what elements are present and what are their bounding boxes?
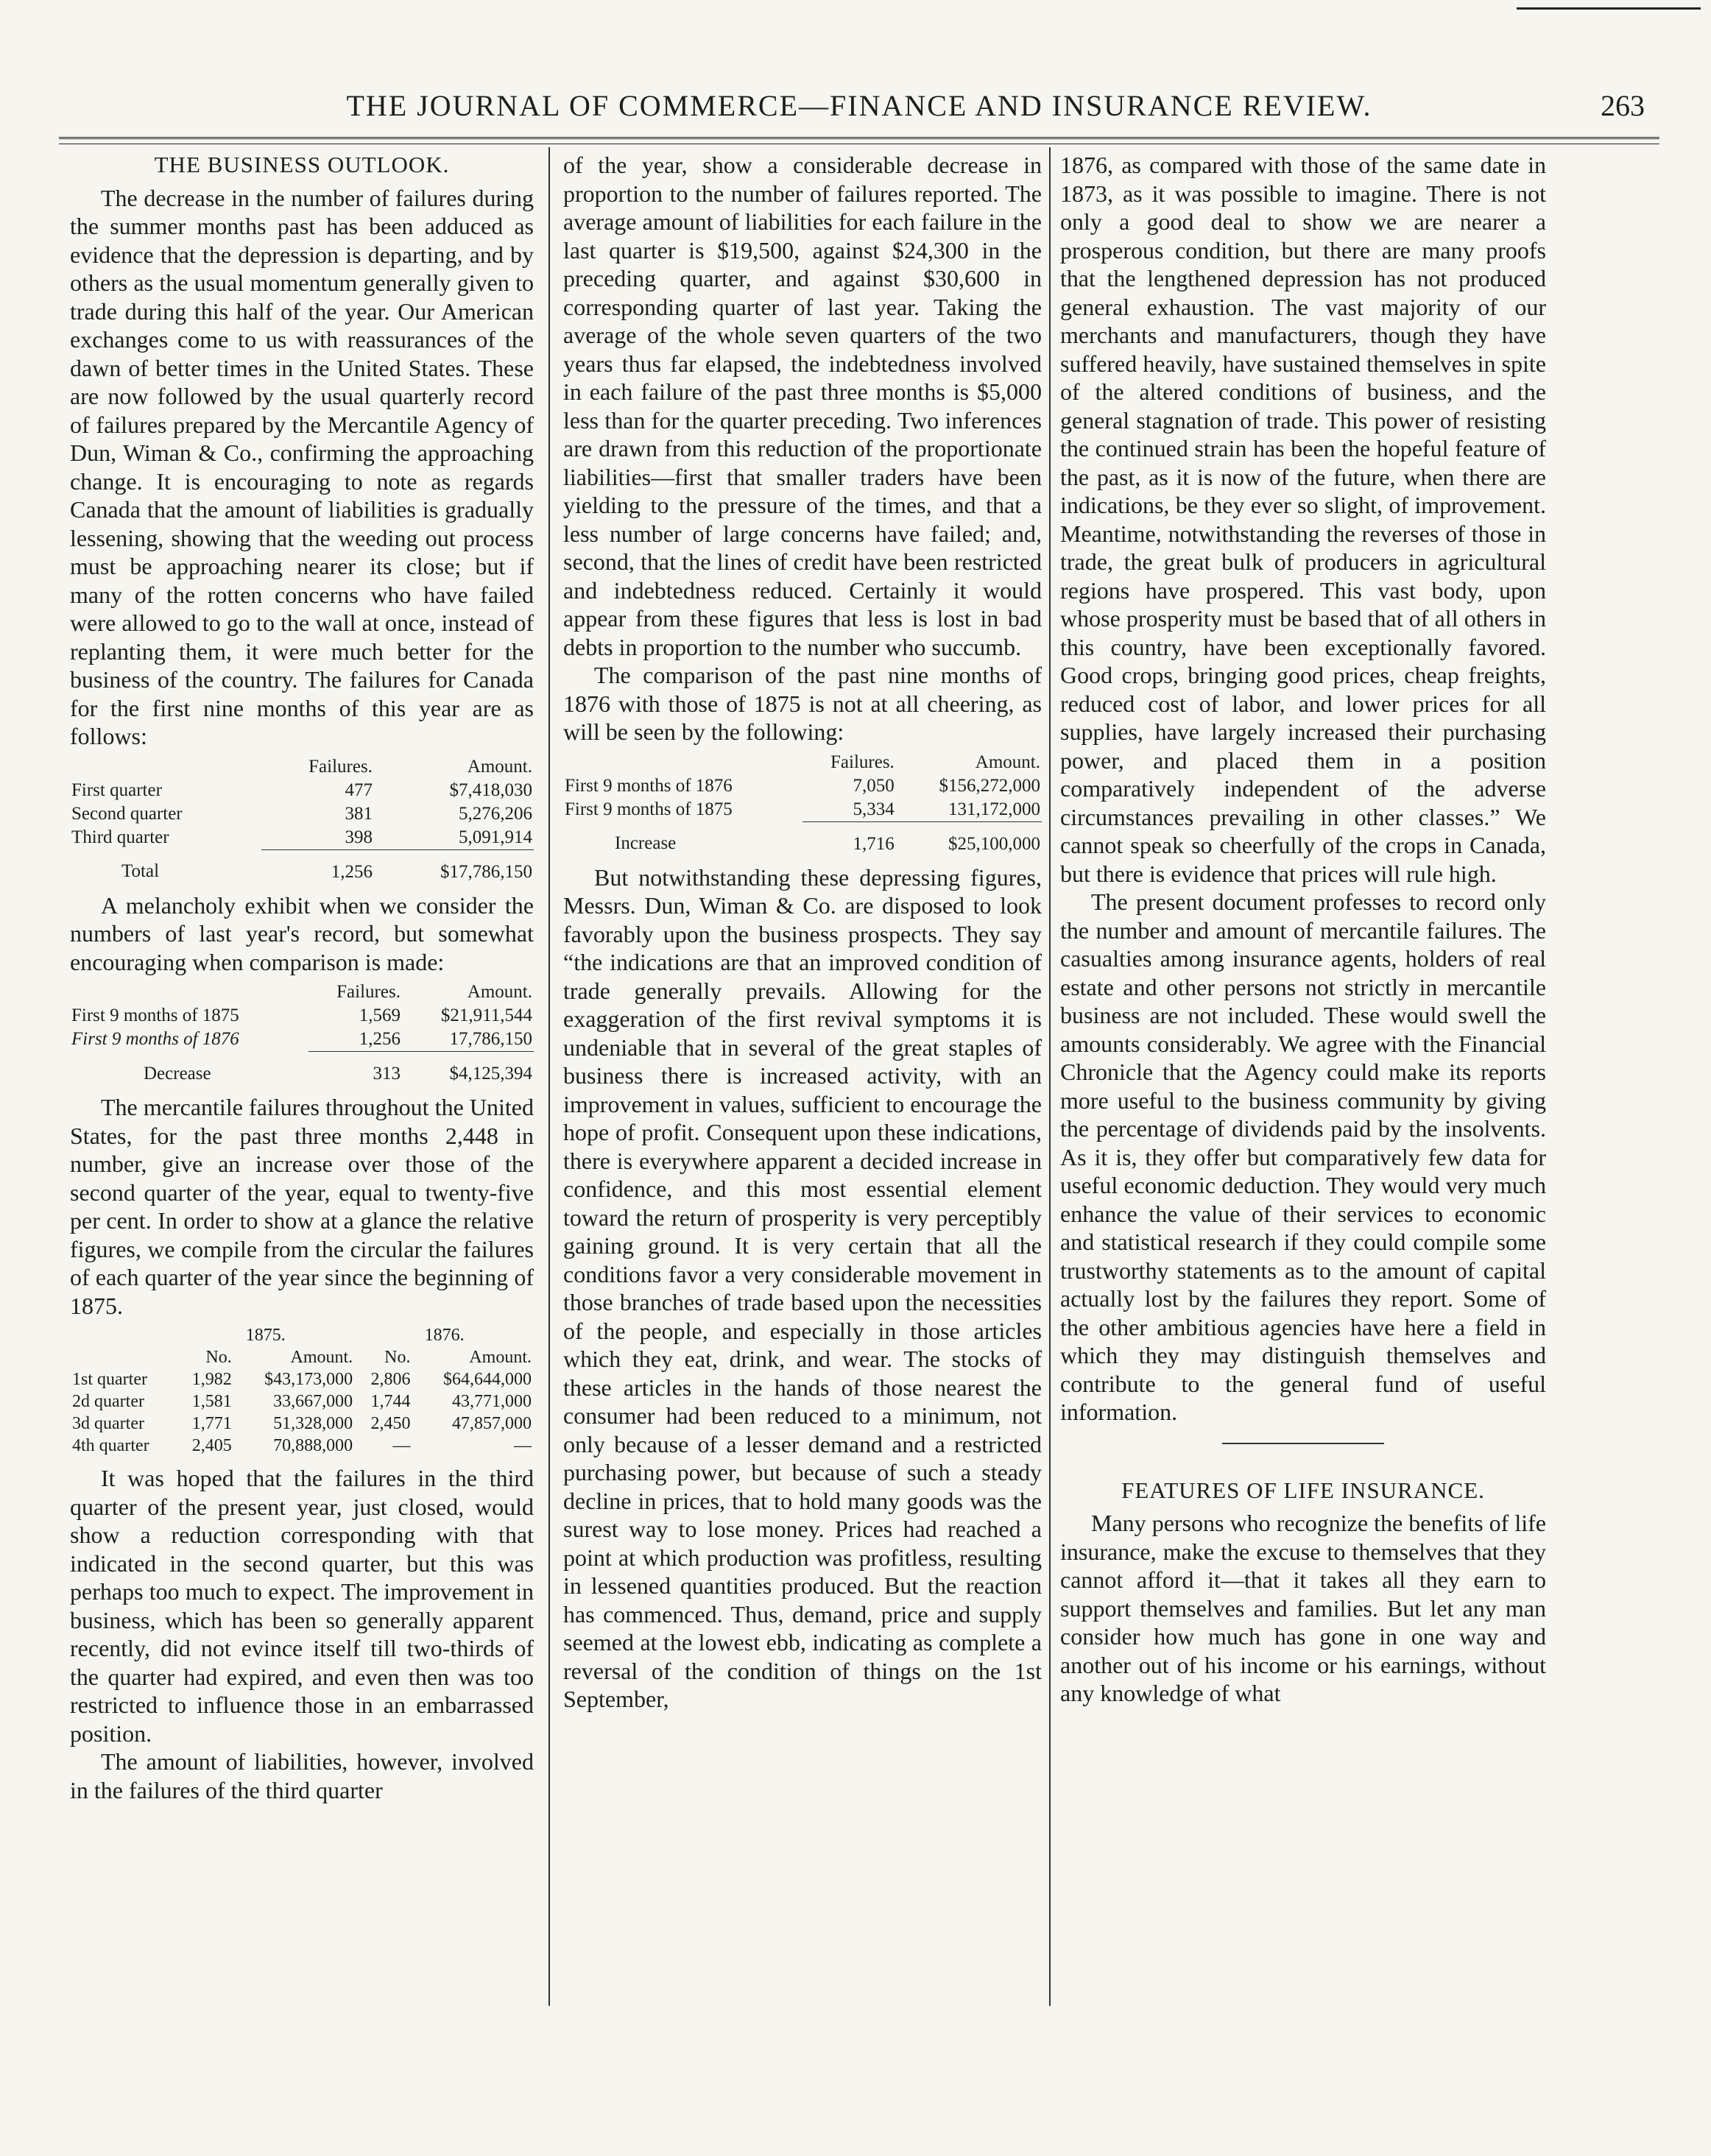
total-row: Decrease 313 $4,125,394	[70, 1052, 534, 1086]
canada-failures-table	[70, 755, 534, 884]
column-header: Failures.	[308, 756, 373, 777]
column-header: Amount.	[975, 752, 1040, 772]
article-heading: FEATURES OF LIFE INSURANCE.	[1121, 1477, 1485, 1503]
article-heading: THE BUSINESS OUTLOOK.	[154, 152, 450, 177]
table-row: First 9 months of 1875 5,334 131,172,000	[565, 799, 1040, 819]
column-1	[70, 151, 534, 1804]
column-header: Failures.	[336, 982, 401, 1002]
year-header: 1875.	[245, 1326, 286, 1345]
column-3	[1060, 151, 1546, 1708]
total-row: Increase 1,716 $25,100,000	[563, 821, 1042, 856]
paragraph: It was hoped that the failures in the third quarter of the present year, just closed, would show a reduction corresponding with that indicated in the second quarter, but this was perhaps too much to expect. The improvement in business, which has been so generally apparent recently, did not evince itself till two-thirds of the quarter had expired, and even then was too restricted to influence those in an embarrassed position.	[70, 1465, 534, 1747]
column-header: No.	[384, 1348, 411, 1367]
table-row: 2d quarter 1,581 33,667,000 1,744 43,771,000	[72, 1392, 532, 1411]
column-header: Amount.	[467, 756, 532, 777]
column-divider	[1049, 147, 1051, 2006]
table-row: Second quarter 381 5,276,206	[71, 803, 532, 824]
table-row: 1st quarter 1,982 $43,173,000 2,806 $64,644,000	[72, 1370, 532, 1389]
paragraph: But notwithstanding these depressing figures, Messrs. Dun, Wiman & Co. are disposed to look favorably upon the business prospects. They say “the indications are that an improved condition of trade generally prevails. Allowing for the exaggeration of the first revival symptoms it is undeniable that in several of the great staples of business there is increased activity, with an improvement in values, sufficient to encourage the hope of profit. Consequent upon these indications, there is everywhere apparent a decided increase in confidence, and this most essential element toward the return of prosperity is very perceptibly gaining ground. It is very certain that all the conditions favor a very considerable movement in those branches of trade based upon the necessities of the people, and especially in those articles which they eat, drink, and wear. The stocks of these articles in the hands of those nearest the consumer had been reduced to a minimum, not only because of a lesser demand and a restricted purchasing power, but because of such a steady decline in prices, that to hold many goods was the surest way to lose money. Prices had reached a point at which production was profitless, resulting in lessened quantities produced. But the reaction has commenced. Thus, demand, price and supply seemed at the lowest ebb, indicating as complete a reversal of the condition of things on the 1st September,	[563, 863, 1042, 1712]
total-row: Total 1,256 $17,786,150	[70, 849, 534, 884]
page-number: 263	[1601, 89, 1645, 122]
nine-month-comparison-table	[70, 980, 534, 1086]
year-header: 1876.	[424, 1326, 465, 1345]
paragraph: Many persons who recognize the benefits of life insurance, make the excuse to themselves that they cannot afford it—that it takes all they earn to support themselves and families. But let any man consider how much has gone in one way and another out of his income or his earnings, without any knowledge of what	[1060, 1510, 1546, 1706]
running-title: THE JOURNAL OF COMMERCE—FINANCE AND INSURANCE REVIEW.	[346, 89, 1372, 122]
page-header	[59, 82, 1659, 134]
table-row: 3d quarter 1,771 51,328,000 2,450 47,857,000	[72, 1414, 532, 1433]
table-row: First 9 months of 1876 7,050 $156,272,000	[565, 775, 1040, 796]
column-header: Failures.	[830, 752, 895, 772]
table-row: First 9 months of 1876 1,256 17,786,150	[71, 1029, 532, 1050]
paragraph: The comparison of the past nine months of 1876 with those of 1875 is not at all cheering, as will be seen by the following:	[563, 662, 1042, 745]
table-row: First 9 months of 1875 1,569 $21,911,544	[71, 1005, 532, 1025]
article-separator	[1222, 1443, 1384, 1444]
column-header: No.	[205, 1348, 232, 1367]
column-2	[563, 151, 1042, 1714]
paragraph: A melancholy exhibit when we consider the numbers of last year's record, but somewhat encouraging when comparison is made:	[70, 891, 534, 975]
table-row: Third quarter 398 5,091,914	[71, 827, 532, 847]
paragraph: The decrease in the number of failures during the summer months past has been adduced as evidence that the depression is departing, and by others as the usual momentum generally given to trade during this half of the year. Our American exchanges come to us with reassurances of the dawn of better times in the United States. These are now followed by the usual quarterly record of failures prepared by the Mercantile Agency of Dun, Wiman & Co., confirming the approaching change. It is encouraging to note as regards Canada that the amount of liabilities is gradually lessening, showing that the weeding out process must be approaching nearer its close; but if many of the rotten concerns who have failed were allowed to go to the wall at once, instead of replanting them, it were much better for the business of the country. The failures for Canada for the first nine months of this year are as follows:	[70, 184, 534, 749]
us-nine-month-comparison-table	[563, 751, 1042, 856]
paragraph: The amount of liabilities, however, involved in the failures of the third quarter	[70, 1748, 534, 1803]
table-row: 4th quarter 2,405 70,888,000 — —	[72, 1436, 532, 1455]
table-row: First quarter 477 $7,418,030	[71, 780, 532, 800]
column-divider	[548, 147, 550, 2006]
header-rule	[59, 137, 1659, 144]
column-header: Amount.	[467, 982, 532, 1002]
paragraph: 1876, as compared with those of the same date in 1873, as it was possible to imagine. There is not only a good deal to show we are nearer a prosperous condition, but there are many proofs that the lengthened depression has not produced general exhaustion. The vast majority of our merchants and manufacturers, though they have suffered heavily, have sustained themselves in spite of the altered conditions of business, and the general stagnation of trade. This power of resisting the continued strain has been the hopeful feature of the past, as it is now of the future, when there are indications, be they ever so slight, of improvement. Meantime, notwithstanding the reverses of those in trade, the great bulk of producers in agricultural regions have prospered. This vast body, upon whose prosperity must be based that of all others in this country, have been exceptionally favored. Good crops, bringing good prices, cheap freights, reduced cost of labor, and lower prices for all supplies, have largely increased their purchasing power, and placed them in a position comparatively independent of the adverse circumstances prevailing in other classes.” We cannot speak so cheerfully of the crops in Canada, but there is evidence that prices will rule high.	[1060, 152, 1546, 887]
column-header: Amount.	[469, 1348, 532, 1367]
column-header: Amount.	[290, 1348, 353, 1367]
quarterly-failures-table	[70, 1324, 534, 1457]
top-corner-rule	[1517, 7, 1701, 10]
paragraph: The present document professes to record only the number and amount of mercantile failures. The casualties among insurance agents, holders of real estate and other persons not strictly in mercantile business are not included. These would swell the amounts considerably. We agree with the Financial Chronicle that the Agency could make its reports more useful to the business community by giving the percentage of dividends paid by the insolvents. As it is, they offer but comparatively few data for useful economic deduction. They would very much enhance the value of their services to economic and statistical research if they could compile some trustworthy statements as to the amount of capital actually lost by the failures they report. Some of the other ambitious agencies have here a field in which they may distinguish themselves and contribute to the general fund of useful information.	[1060, 888, 1546, 1425]
paragraph: The mercantile failures throughout the United States, for the past three months 2,448 in number, give an increase over those of the second quarter of the year, equal to twenty-five per cent. In order to show at a glance the relative figures, we compile from the circular the failures of each quarter of the year since the beginning of 1875.	[70, 1094, 534, 1319]
paragraph: of the year, show a considerable decrease in proportion to the number of failures reported. The average amount of liabilities for each failure in the last quarter is $19,500, against $24,300 in the preceding quarter, and against $30,600 in corresponding quarter of last year. Taking the average of the whole seven quarters of the two years thus far elapsed, the indebtedness involved in each failure of the past three months is $5,000 less than for the quarter preceding. Two inferences are drawn from this reduction of the proportionate liabilities—first that smaller traders have been yielding to the pressure of the times, and that a less number of large concerns have failed; and, second, that the lines of credit have been restricted and indebtedness reduced. Certainly it would appear from these figures that less is lost in bad debts in proportion to the number who succumb.	[563, 152, 1042, 660]
